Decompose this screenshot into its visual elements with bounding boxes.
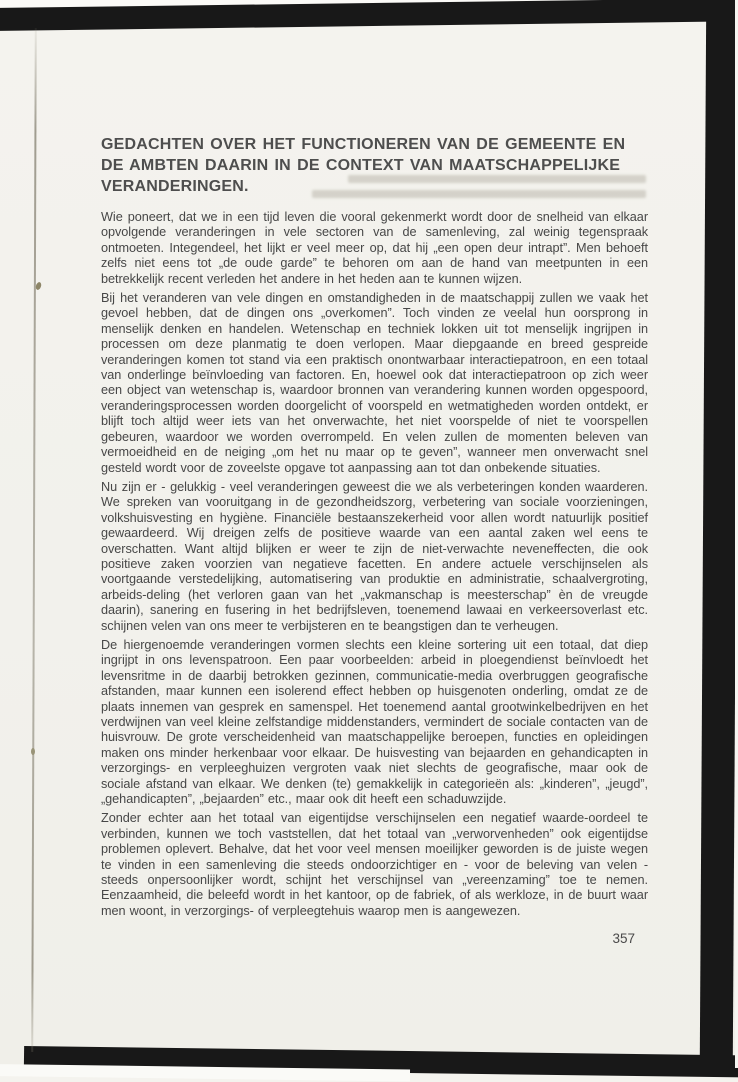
paragraph: Bij het veranderen van vele dingen en omstandigheden in de maatschappij zullen we vaak het gevoel hebben, dat de dingen ons „overkomen”. Toch vinden ze veelal hun oorsprong in menselijk denken en handelen. Wetenschap en techniek lokken uit tot menselijk ingrijpen in processen om deze planmatig te doen verlopen. Maar diepgaande en breed gespreide veranderingen komen tot stand via een praktisch onontwarbaar interactiepatroon, en een totaal van onderlinge beïnvloeding van factoren. En, hoewel ook dat interactiepatroon op zich weer een object van wetenschap is, waardoor bronnen van verandering kunnen worden opgespoord, veranderingsprocessen worden doorgelicht of voorspeld en wetmatigheden worden ontdekt, er blijft toch altijd weer iets van het onverwachte, het niet voorspelde of niet te voorspellen gebeuren, waardoor we worden overrompeld. En velen zullen de momenten beleven van vermoeidheid en de neiging „om het nu maar op te geven”, wanneer men onverwacht snel gesteld wordt voor de zoveelste opgave tot aanpassing aan tot dan onbekende situaties.: [101, 291, 648, 475]
paragraph: De hiergenoemde veranderingen vormen slechts een kleine sortering uit een totaal, dat diep ingrijpt in ons levenspatroon. Een paar voorbeelden: arbeid in ploegendienst beïnvloedt het levensritme in de daarbij betrokken gezinnen, communicatie-media overbruggen geografische afstanden, maar kunnen een isolerend effect hebben op huisgenoten onderling, omdat ze de plaats innemen van gesprek en samenspel. Het toenemend aantal grootwinkelbedrijven en het verdwijnen van veel kleine zelfstandige middenstanders, vermindert de sociale contacten van de huisvrouw. De grote verscheidenheid van maatschappelijke beroepen, functies en opleidingen maken ons minder herkenbaar voor elkaar. De huisvesting van bejaarden en gehandicapten in verzorgings- en verpleeghuizen vergroten vaak niet slechts de geografische, maar ook de sociale afstand van elkaar. We denken (te) gemakkelijk in categorieën als: „kinderen”, „jeugd”, „gehandicapten”, „bejaarden” etc., maar ook dit heeft een schaduwzijde.: [101, 637, 648, 807]
paragraph: Zonder echter aan het totaal van eigentijdse verschijnselen een negatief waarde-oordeel te verbinden, kunnen we toch vaststellen, dat het totaal van „verworvenheden” ook eigentijdse problemen oplevert. Behalve, dat het voor veel mensen moeilijker geworden is de juiste wegen te vinden in een samenleving die steeds ondoorzichtiger en - voor de beleving van velen - steeds onpersoonlijker wordt, schijnt het verschijnsel van „vereenzaming” toe te nemen. Eenzaamheid, die beleefd wordt in het kantoor, op de fabriek, of als werkloze, in de buurt waar men woont, in verzorgings- of verpleegtehuis waarop men is aangewezen.: [101, 811, 648, 918]
paragraph: Wie poneert, dat we in een tijd leven die vooral gekenmerkt wordt door de snelheid van elkaar opvolgende veranderingen in vele sectoren van de samenleving, zal weinig tegenspraak ontmoeten. Integendeel, het lijkt er veel meer op, dat hij „een open deur intrapt”. Men behoeft zelfs niet eens tot „de oude garde” te behoren om aan de hand van meetpunten in een betrekkelijk recent verleden het andere in het heden aan te kunnen wijzen.: [101, 210, 648, 286]
title-line: VERANDERINGEN.: [101, 178, 249, 195]
scan-speck: [35, 281, 42, 290]
paragraph: Nu zijn er - gelukkig - veel veranderingen geweest die we als verbeteringen konden waarderen. We spreken van vooruitgang in de gezondheidszorg, verbetering van sociale voorzieningen, volkshuisvesting en hygiène. Financiële bestaanszekerheid voor allen wordt natuurlijk positief gewaardeerd. Wij dreigen zelfs de positieve waarde van een aantal zaken wel eens te overschatten. Want altijd blijken er weer te zijn de niet-verwachte neveneffecten, die ook positieve zaken voorzien van negatieve facetten. En andere actuele verschijnselen als voortgaande verstedelijking, automatisering van produktie en administratie, schaalvergroting, arbeids-deling (het verloren gaan van het „vakmanschap is meesterschap” èn de vreugde daarin), sanering en fusering in het bedrijfsleven, toenemend lawaai en verkeersoverlast etc. schijnen velen van ons meer te verbijsteren en te beangstigen dan te verheugen.: [101, 479, 648, 633]
scan-black-bar-right: [700, 0, 738, 1074]
page-number: 357: [612, 931, 635, 947]
title-line: DE AMBTEN DAARIN IN DE CONTEXT VAN MAATSCHAPPELIJKE: [101, 157, 621, 174]
scan-speck: [31, 748, 35, 755]
text-column: [101, 134, 648, 946]
page-crease-line: [31, 28, 37, 1052]
title-line: GEDACHTEN OVER HET FUNCTIONEREN VAN DE GEMEENTE EN: [101, 136, 626, 153]
article-title: [101, 134, 648, 197]
